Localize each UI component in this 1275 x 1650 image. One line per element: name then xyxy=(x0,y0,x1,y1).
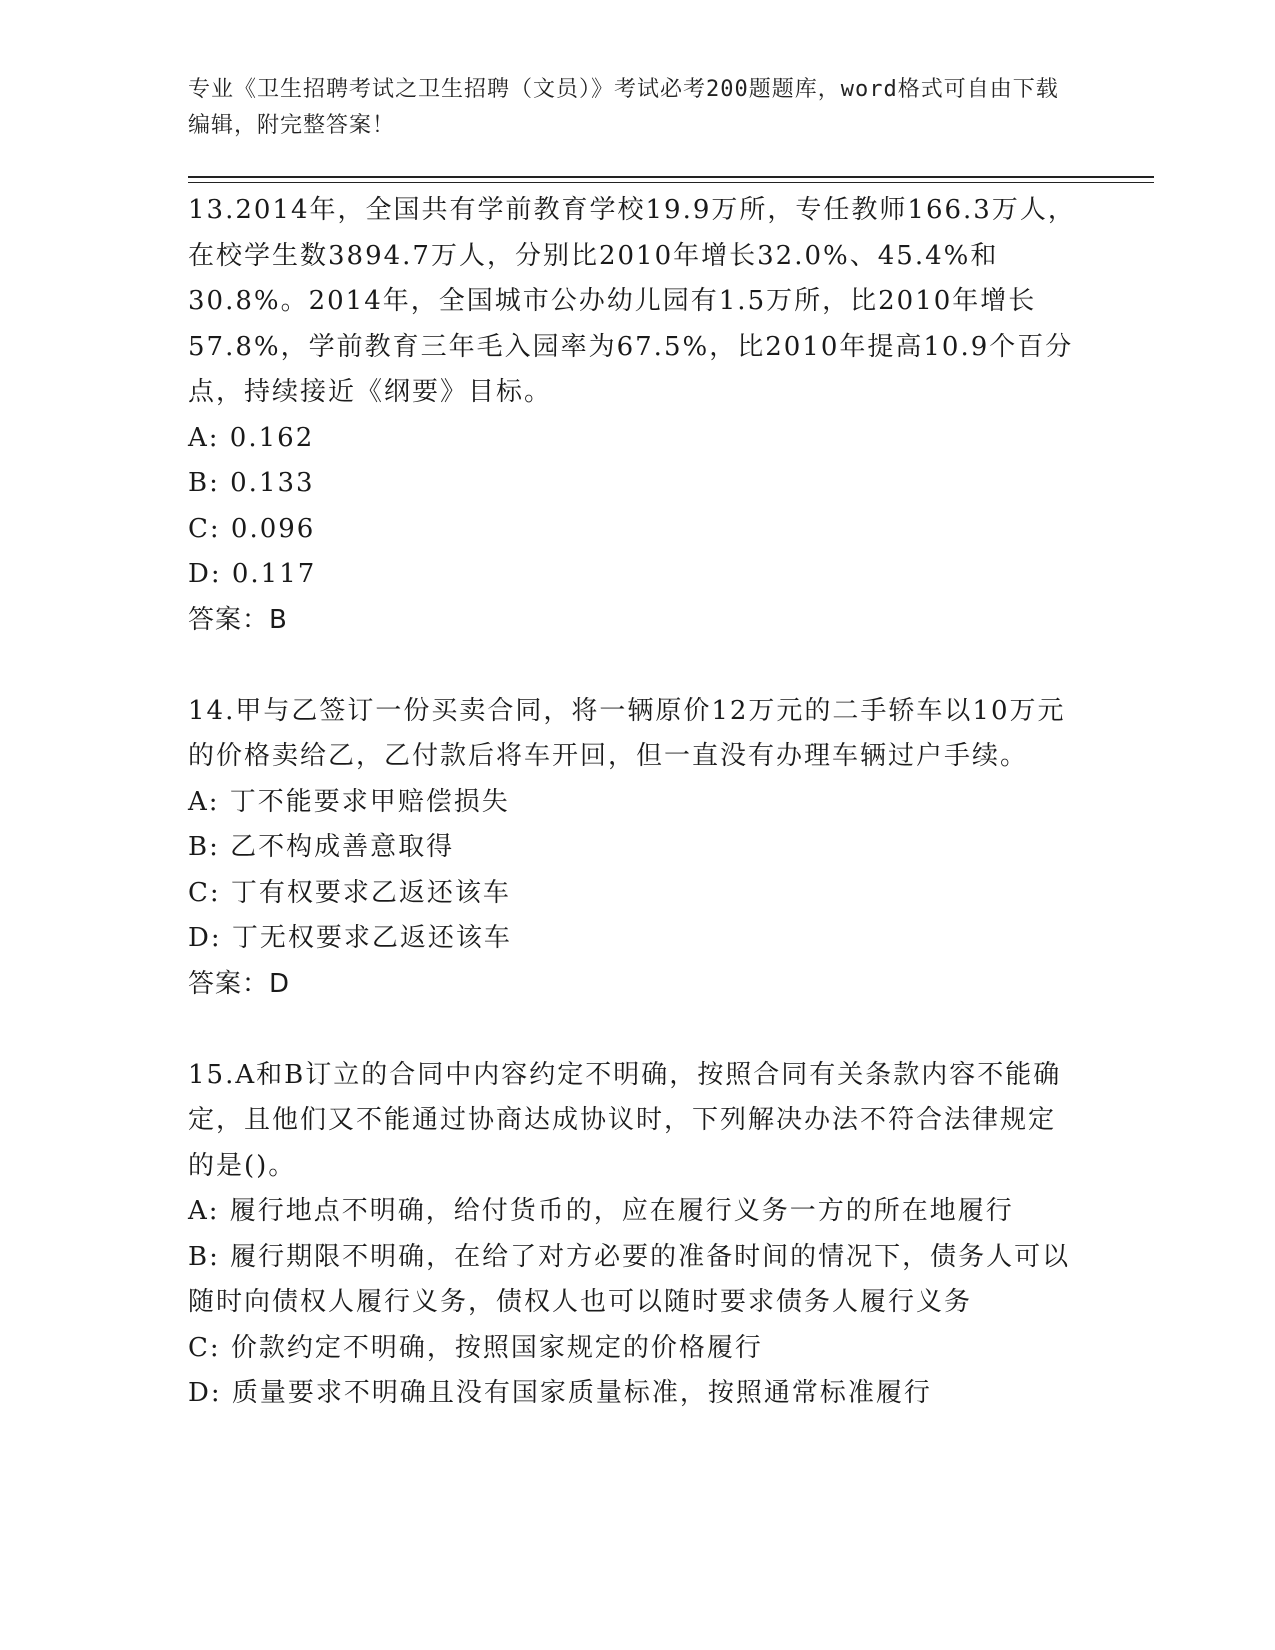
document-header: 专业《卫生招聘考试之卫生招聘（文员）》考试必考200题题库，word格式可自由下载编辑，附完整答案！ xyxy=(188,77,1059,138)
option-c: C: 0.096 xyxy=(188,513,316,544)
option-c: C: 丁有权要求乙返还该车 xyxy=(188,877,511,908)
header-rule-thin xyxy=(188,182,1154,183)
option-a: A: 0.162 xyxy=(188,422,315,453)
option-d: D: 丁无权要求乙返还该车 xyxy=(188,923,512,953)
question-spacer xyxy=(188,643,1078,689)
option-d: D: 0.117 xyxy=(188,559,317,589)
question-15 xyxy=(188,1053,1078,1417)
question-stem: 13.2014年，全国共有学前教育学校19.9万所，专任教师166.3万人，在校学生数3894.7万人，分别比2010年增长32.0%、45.4%和30.8%。2014年，全国城市公办幼儿园有1.5万所，比2010年增长57.8%，学前教育三年毛入园率为67.5%，比2010年提高10.9个百分点，持续接近《纲要》目标。 xyxy=(188,195,1076,407)
question-stem: 14.甲与乙签订一份买卖合同，将一辆原价12万元的二手轿车以10万元的价格卖给乙，乙付款后将车开回，但一直没有办理车辆过户手续。 xyxy=(188,695,1066,771)
question-spacer xyxy=(188,1007,1078,1053)
answer-label: 答案：B xyxy=(188,604,288,635)
option-a: A: 丁不能要求甲赔偿损失 xyxy=(188,786,510,817)
header-rule-thick xyxy=(188,176,1154,178)
question-14 xyxy=(188,689,1078,1008)
answer-label: 答案：D xyxy=(188,968,291,999)
option-b: B: 履行期限不明确，在给了对方必要的准备时间的情况下，债务人可以随时向债权人履行义务，债权人也可以随时要求债务人履行义务 xyxy=(188,1241,1071,1317)
option-b: B: 0.133 xyxy=(188,468,315,498)
question-stem: 15.A和B订立的合同中内容约定不明确，按照合同有关条款内容不能确定，且他们又不能通过协商达成协议时，下列解决办法不符合法律规定的是()。 xyxy=(188,1059,1062,1181)
option-b: B: 乙不构成善意取得 xyxy=(188,832,455,862)
option-d: D: 质量要求不明确且没有国家质量标准，按照通常标准履行 xyxy=(188,1378,932,1408)
question-13 xyxy=(188,188,1078,643)
question-list xyxy=(188,188,1078,1417)
option-a: A: 履行地点不明确，给付货币的，应在履行义务一方的所在地履行 xyxy=(188,1196,1014,1226)
option-c: C: 价款约定不明确，按照国家规定的价格履行 xyxy=(188,1332,763,1363)
